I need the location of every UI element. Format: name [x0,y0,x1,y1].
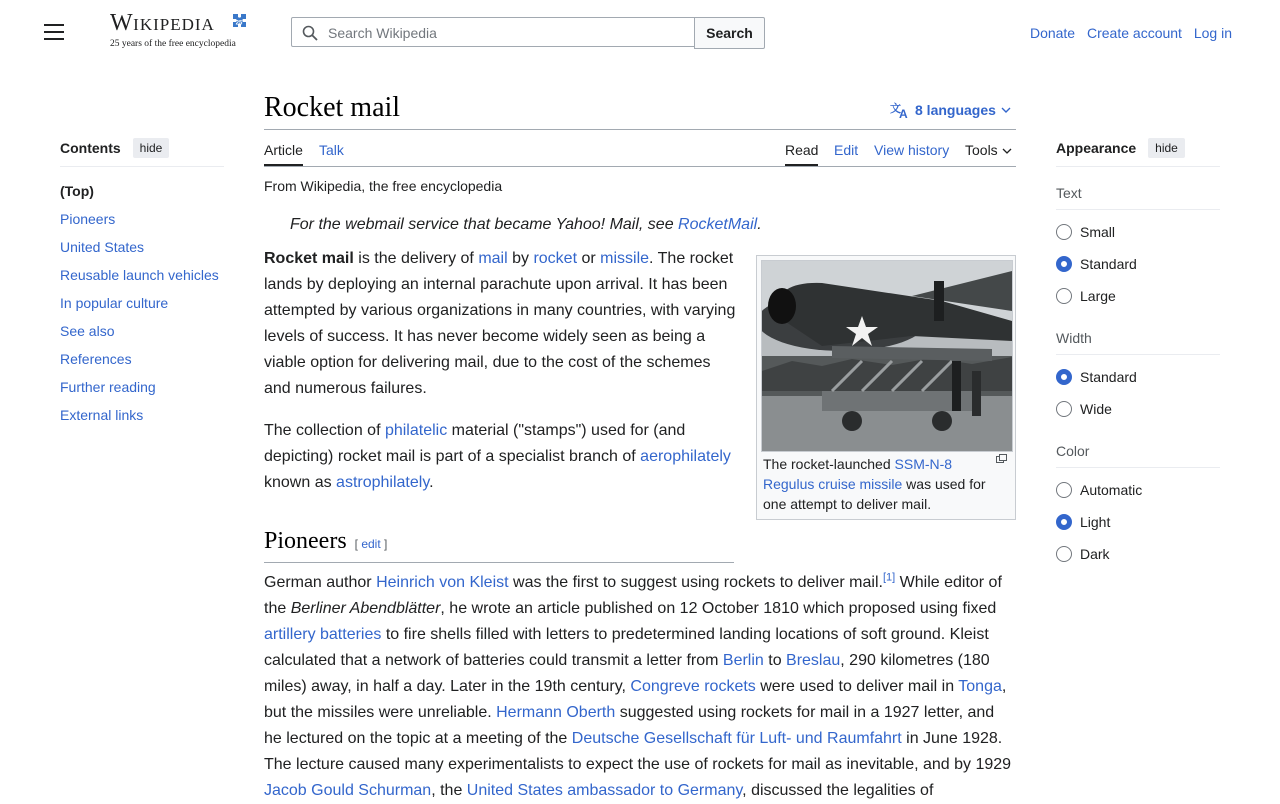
svg-text:文: 文 [890,102,901,115]
svg-text:A: A [899,107,908,119]
anniversary-puzzle-icon [229,12,249,32]
text: material ("stamps") used for (and depicting) rocket mail is part of a specialist branch of [264,422,686,465]
radio-dot-selected [1056,256,1072,272]
link-berlin[interactable]: Berlin [722,652,764,669]
text: were used to deliver mail in [755,678,959,695]
text: . [429,474,434,491]
infobox-figure [756,255,1016,520]
chevron-down-icon [1001,105,1011,115]
caption-text: The rocket-launched [763,456,895,472]
radio-dot-selected [1056,514,1072,530]
hatnote [290,216,762,234]
link-kleist[interactable]: Heinrich von Kleist [376,574,509,591]
section-divider [264,562,734,563]
text: , he wrote an article published on 12 October 1810 which proposed using fixed [440,600,997,617]
link-missile[interactable]: missile [600,250,650,267]
text: . The rocket lands by deploying an internal parachute upon arrival. It has been attempted by various organizations in many countries, with varying levels of success. It has never become widely seen as being a viable option for delivering mail, due to the cost of the schemes and numerous failures. [264,250,736,397]
appearance-panel [1056,138,1220,570]
link-schurman[interactable]: Jacob Gould Schurman [264,782,432,799]
tab-edit[interactable]: Edit [834,142,859,158]
radio-dot [1056,482,1072,498]
link-philatelic[interactable]: philatelic [384,422,448,439]
toc-item-further-reading[interactable]: Further reading [60,379,156,395]
bold-term: Rocket mail [264,250,354,267]
text: by [507,250,534,267]
page-title: Rocket mail [264,92,401,123]
link-breslau[interactable]: Breslau [786,652,841,669]
personal-tools [1022,25,1232,41]
enlarge-icon[interactable] [996,454,1007,463]
color-automatic-radio[interactable] [1056,474,1220,506]
tab-article[interactable]: Article [264,142,303,166]
regulus-missile-photo[interactable] [761,260,1013,452]
radio-label: Automatic [1080,482,1143,498]
radio-label: Wide [1080,401,1112,417]
reference-link[interactable]: [1] [882,571,896,584]
tools-menu[interactable] [965,142,1012,166]
newspaper-title: Berliner Abendblätter [290,600,441,617]
tab-talk[interactable]: Talk [319,142,344,158]
link-congreve[interactable]: Congreve rockets [630,678,756,695]
toc-item-pioneers[interactable]: Pioneers [60,211,116,227]
table-of-contents [60,138,224,429]
rocketmail-link[interactable]: RocketMail [678,216,758,233]
link-ambassador[interactable]: United States ambassador to Germany [466,782,743,799]
toc-title: Contents [60,140,121,156]
text: , the [431,782,467,799]
logo-badge: 25 [235,20,243,27]
chevron-down-icon [1002,146,1012,156]
width-label: Width [1056,330,1220,355]
toc-item-top[interactable]: (Top) [60,183,94,199]
radio-dot [1056,288,1072,304]
lead-paragraph [264,246,738,402]
toc-item-in-popular-culture[interactable]: In popular culture [60,295,169,311]
text-size-small-radio[interactable] [1056,216,1220,248]
section-title: Pioneers [264,528,347,554]
toc-item-references[interactable]: References [60,351,132,367]
text: was the first to suggest using rockets to deliver mail. [508,574,883,591]
appearance-hide-button[interactable]: hide [1148,138,1185,158]
translate-icon [890,101,910,119]
color-light-radio[interactable] [1056,506,1220,538]
text: to fire shells filled with letters to predetermined landing locations of soft ground. Kleist calculated that a network of batteries could transmit a letter from [264,626,989,669]
link-tonga[interactable]: Tonga [958,678,1002,695]
link-aerophilately[interactable]: aerophilately [640,448,731,465]
text: suggested using rockets for mail in a 1927 letter, and he lectured on the topic at a meeting of the [264,704,995,747]
radio-label: Dark [1080,546,1110,562]
radio-dot [1056,224,1072,240]
create-account-link[interactable]: Create account [1087,25,1182,41]
hatnote-end: . [757,216,762,233]
search-field[interactable] [291,17,695,47]
text: , discussed the legalities of [742,782,934,799]
search-icon [302,25,318,41]
radio-label: Light [1080,514,1111,530]
radio-dot-selected [1056,369,1072,385]
section-heading-pioneers [264,528,387,555]
text: , but the missiles were unreliable. [264,678,1007,721]
main-menu-icon[interactable] [44,24,64,42]
second-paragraph [264,418,738,496]
link-mail[interactable]: mail [478,250,508,267]
radio-label: Standard [1080,369,1137,385]
search-input[interactable] [326,18,690,48]
login-link[interactable]: Log in [1193,25,1232,41]
pioneers-paragraph [264,570,1016,804]
text: known as [264,474,337,491]
text: German author [264,574,377,591]
text: or [577,250,601,267]
language-button[interactable] [890,101,1011,119]
link-dglr[interactable]: Deutsche Gesellschaft für Luft- und Raumfahrt [571,730,902,747]
width-wide-radio[interactable] [1056,393,1220,425]
search-button[interactable]: Search [694,17,765,49]
logo-tagline: 25 years of the free encyclopedia [110,39,236,49]
text: in June 1928. The lecture caused many experimentalists to expect the use of rockets for mail as inevitable, and by 1929 [264,730,1012,773]
text: is the delivery of [353,250,479,267]
link-oberth[interactable]: Hermann Oberth [496,704,616,721]
link-astrophilately[interactable]: astrophilately [336,474,430,491]
text: The collection of [264,422,385,439]
text: to [763,652,787,669]
link-artillery[interactable]: artillery batteries [264,626,382,643]
figure-caption [763,454,993,514]
radio-dot [1056,546,1072,562]
text: , 290 kilometres (180 miles) away, in half a day. Later in the 19th century, [264,652,990,695]
toc-item-see-also[interactable]: See also [60,323,115,339]
text-size-label: Text [1056,185,1220,210]
width-standard-radio[interactable] [1056,361,1220,393]
language-count: 8 languages [915,102,996,118]
logo-wordmark: WIKIPEDIA [110,10,215,36]
link-regulus[interactable]: SSM-N-8 Regulus cruise missile [763,456,953,492]
tools-label: Tools [965,142,998,158]
text-size-standard-radio[interactable] [1056,248,1220,280]
toc-item-reusable-launch-vehicles[interactable]: Reusable launch vehicles [60,267,219,283]
edit-section-link[interactable]: edit [361,537,381,551]
tab-view-history[interactable]: View history [874,142,950,158]
toc-item-united-states[interactable]: United States [60,239,145,255]
section-edit: [ edit ] [354,537,388,551]
donate-link[interactable]: Donate [1029,25,1076,41]
tab-read[interactable]: Read [785,142,818,166]
toc-item-external-links[interactable]: External links [60,407,144,423]
color-label: Color [1056,443,1220,468]
wikipedia-logo[interactable] [110,10,260,54]
appearance-title: Appearance [1056,140,1137,156]
radio-dot [1056,401,1072,417]
title-divider [264,129,1016,130]
text: While editor of the [264,574,1002,617]
text-size-large-radio[interactable] [1056,280,1220,312]
link-rocket[interactable]: rocket [533,250,578,267]
tabs-divider [264,166,1016,167]
hatnote-text: For the webmail service that became Yahoo! Mail, see [290,216,679,233]
radio-label: Large [1080,288,1116,304]
color-dark-radio[interactable] [1056,538,1220,570]
site-subtitle: From Wikipedia, the free encyclopedia [264,178,503,194]
radio-label: Standard [1080,256,1137,272]
radio-label: Small [1080,224,1116,240]
toc-hide-button[interactable]: hide [133,138,170,158]
caption-text: was used for one attempt to deliver mail. [763,476,986,512]
